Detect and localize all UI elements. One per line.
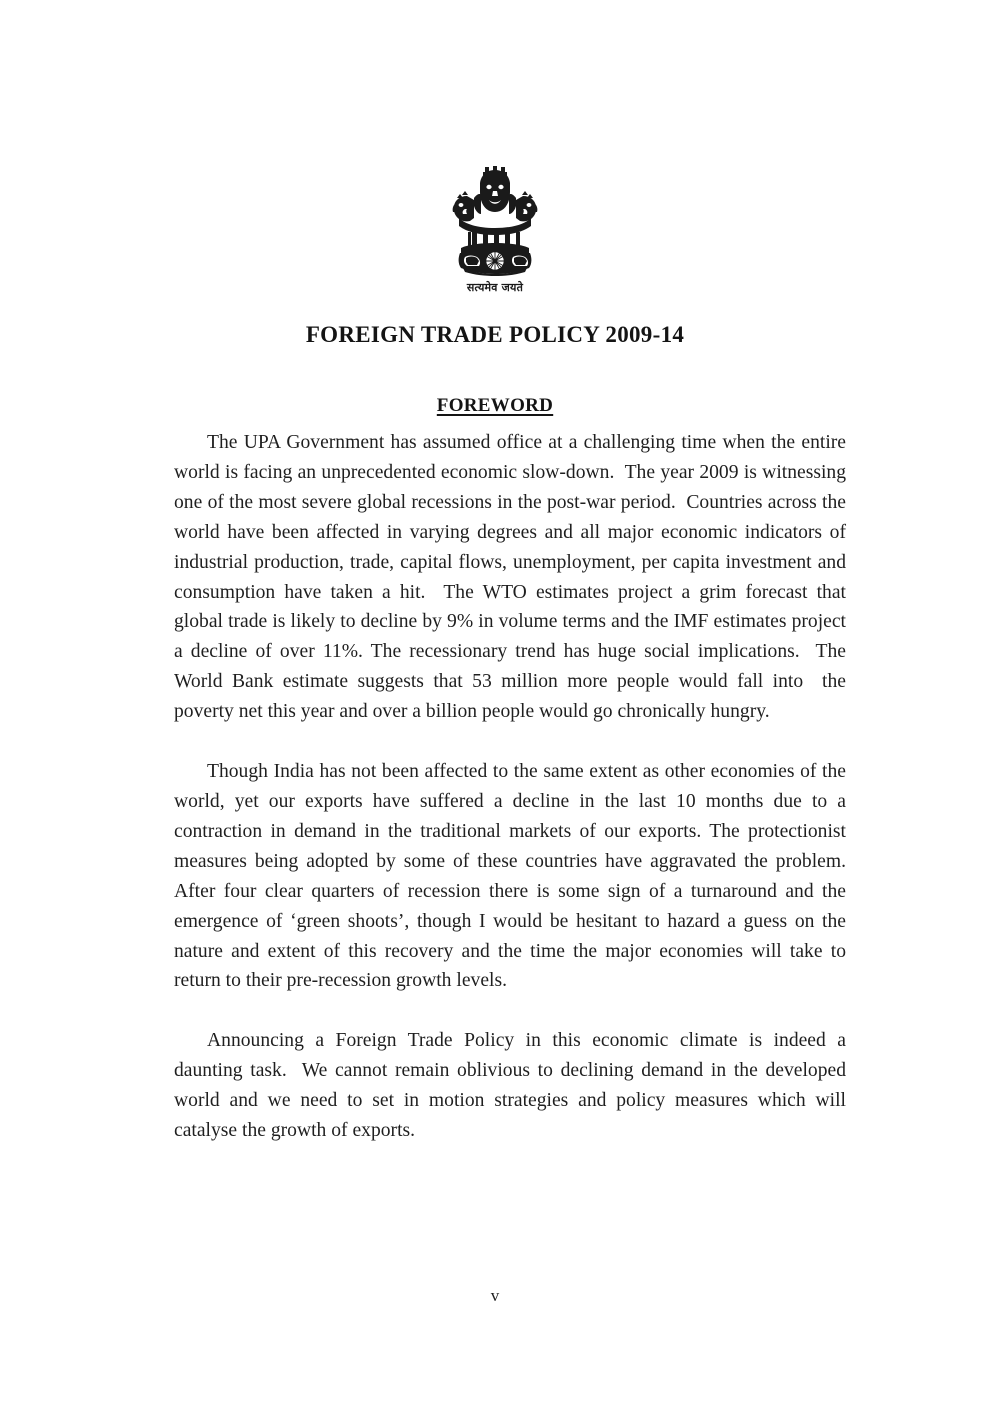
document-title: FOREIGN TRADE POLICY 2009-14 (305, 322, 685, 348)
paragraph-2: Though India has not been affected to the same extent as other economies of the world, yet our exports have suffered a decline in the last 10 months due to a contraction in demand in the traditional markets of our exports. The protectionist measures being adopted by some of these countries have aggravated the problem. After four clear quarters of recession there is some sign of a turnaround and the emergence of ‘green shoots’, though I would be hesitant to hazard a guess on the nature and extent of this recovery and the time the major economies will take to return to their pre-recession growth levels. (174, 761, 856, 992)
paragraph-3: Announcing a Foreign Trade Policy in this economic climate is indeed a daunting task. We cannot remain oblivious to declining demand in the developed world and we need to set in motion strategies and policy measures which will catalyse the growth of exports. (174, 1030, 851, 1142)
ashoka-lion-capital-icon (447, 162, 543, 280)
section-heading-text: FOREWORD (436, 394, 554, 416)
state-emblem (0, 162, 990, 294)
section-heading-foreword (0, 395, 990, 417)
foreword-body (174, 428, 856, 1146)
paragraph-1: The UPA Government has assumed office at a challenging time when the entire world is facing an unprecedented economic slow-down. The year 2009 is witnessing one of the most severe global recessions in the post-war period. Countries across the world have been affected in varying degrees and all major economic indicators of industrial production, trade, capital flows, unemployment, per capita investment and consumption have taken a hit. The WTO estimates project a grim forecast that global trade is likely to decline by 9% in volume terms and the IMF estimates project a decline of over 11%. The recessionary trend has huge social implications. The World Bank estimate suggests that 53 million more people would fall into the poverty net this year and over a billion people would go chronically hungry. (174, 432, 856, 723)
page-number: v (490, 1286, 500, 1305)
emblem-motto: सत्यमेव जयते (466, 281, 524, 294)
